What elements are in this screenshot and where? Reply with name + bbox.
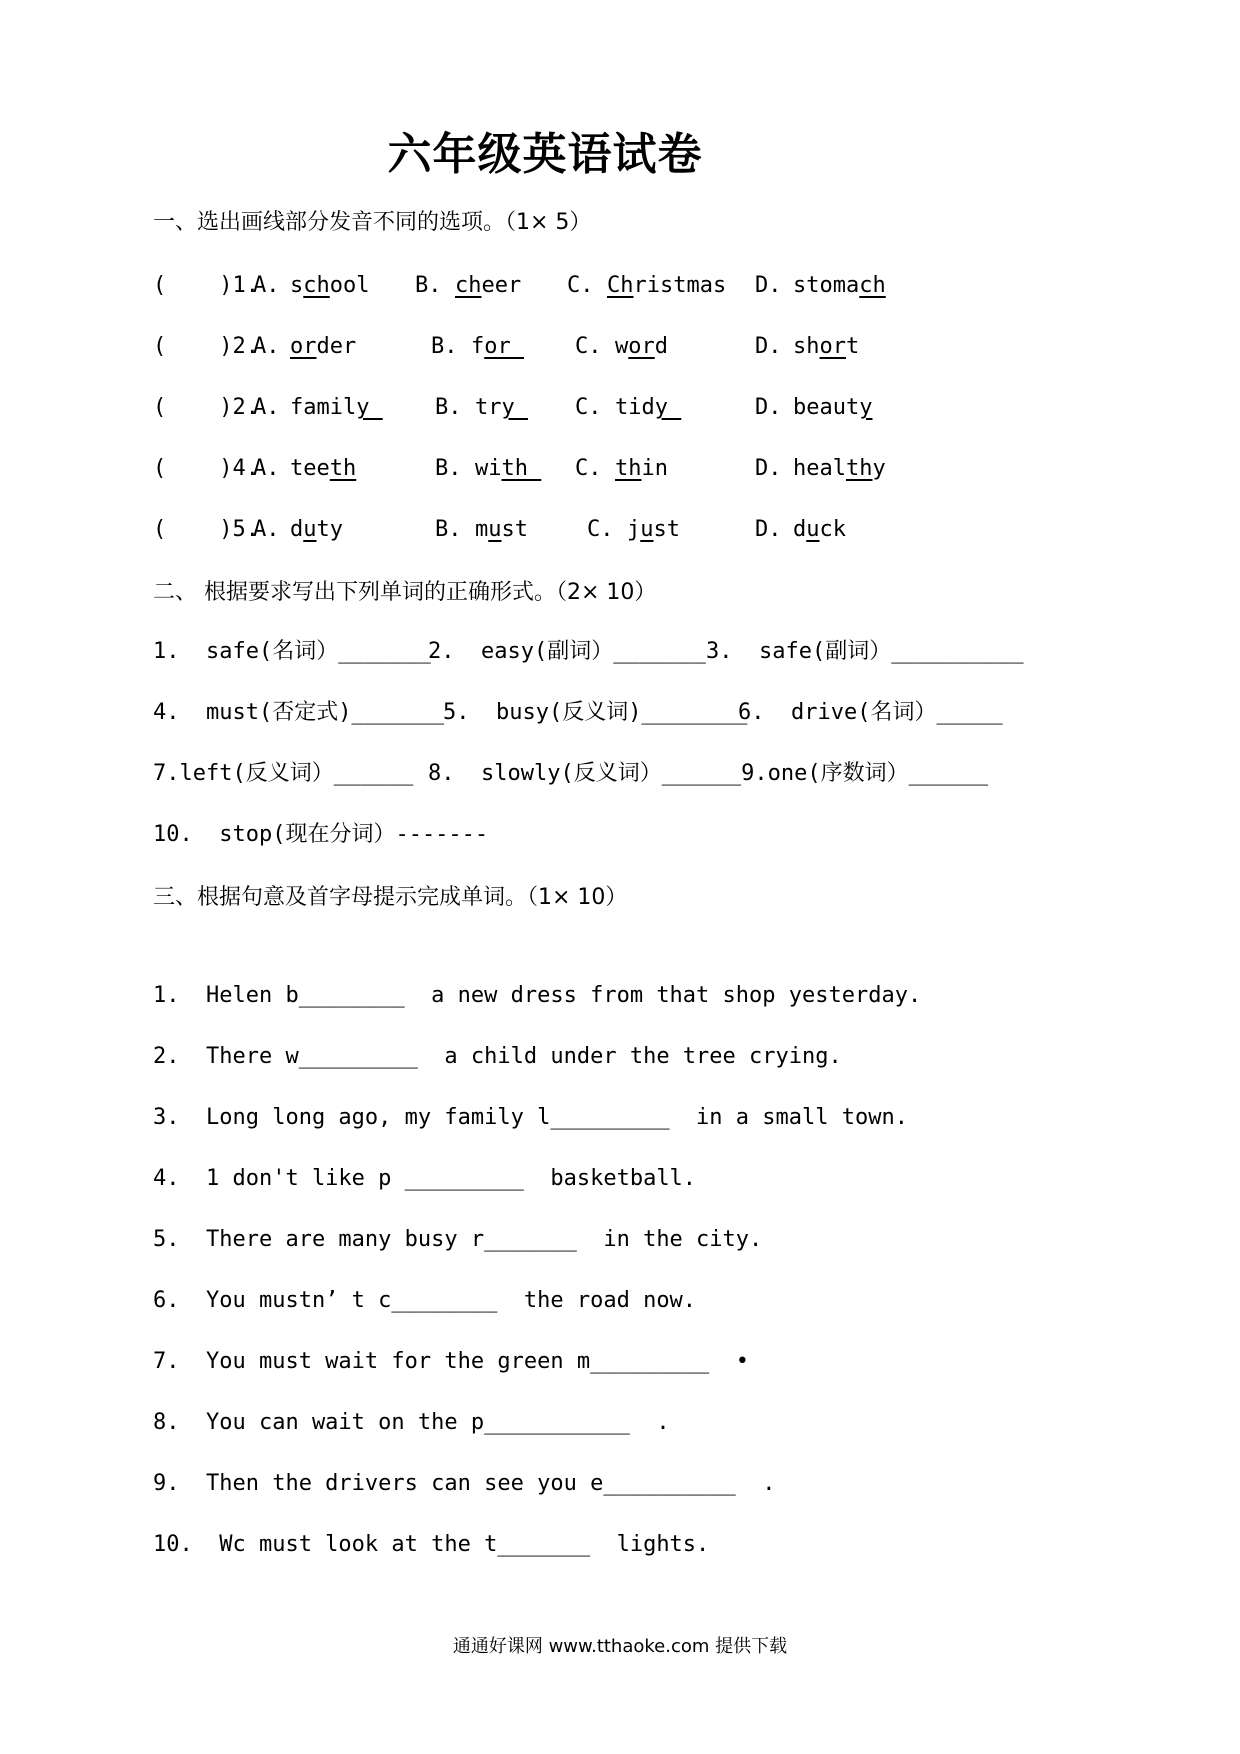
word-form-item: 3. safe(副词）__________: [706, 639, 1024, 664]
option-word: cheer: [455, 273, 522, 298]
option-word: healthy: [793, 456, 886, 481]
fill-in-sentence: 1. Helen b________ a new dress from that shop yesterday.: [153, 983, 922, 1008]
word-form-item: 1. safe(名词）_______: [153, 639, 431, 664]
option-letter: C.: [587, 517, 614, 542]
option-word: duty: [290, 517, 343, 542]
fill-in-sentence: 5. There are many busy r_______ in the city.: [153, 1227, 763, 1252]
page-title: 六年级英语试卷: [387, 129, 703, 180]
option-word: order: [290, 334, 357, 359]
question-number: ( )1.: [153, 273, 259, 298]
option-letter: B.: [435, 395, 462, 420]
option-word: stomach: [793, 273, 886, 298]
option-letter: A.: [253, 517, 280, 542]
word-form-item: 2. easy(副词）_______: [428, 639, 706, 664]
option-letter: B.: [431, 334, 458, 359]
option-word: family: [290, 395, 383, 420]
option-word: short: [793, 334, 860, 359]
question-number: ( )4.: [153, 456, 259, 481]
fill-in-sentence: 3. Long long ago, my family l_________ in a small town.: [153, 1105, 908, 1130]
option-word: tidy: [615, 395, 682, 420]
option-letter: D.: [755, 395, 782, 420]
footer-credit: 通通好课网 www.tthaoke.com 提供下载: [452, 1636, 788, 1657]
word-form-item: 10. stop(现在分词）-------: [153, 822, 489, 847]
question-number: ( )2.: [153, 395, 259, 420]
fill-in-sentence: 2. There w_________ a child under the tree crying.: [153, 1044, 842, 1069]
option-word: word: [615, 334, 668, 359]
word-form-item: 4. must(否定式)_______: [153, 700, 445, 725]
option-letter: B.: [435, 517, 462, 542]
option-letter: C.: [575, 456, 602, 481]
section3-heading: 三、根据句意及首字母提示完成单词。（1× 10）: [153, 885, 628, 910]
word-form-item: 7.left(反义词）______: [153, 761, 414, 786]
option-letter: A.: [253, 273, 280, 298]
option-letter: A.: [253, 395, 280, 420]
fill-in-sentence: 7. You must wait for the green m_________ •: [153, 1349, 750, 1374]
option-word: thin: [615, 456, 668, 481]
option-letter: D.: [755, 456, 782, 481]
fill-in-sentence: 4. 1 don't like p _________ basketball.: [153, 1166, 697, 1191]
option-letter: D.: [755, 334, 782, 359]
option-letter: B.: [415, 273, 442, 298]
option-letter: D.: [755, 517, 782, 542]
section2-heading: 二、 根据要求写出下列单词的正确形式。（2× 10）: [153, 580, 657, 605]
option-word: try: [475, 395, 528, 420]
word-form-item: 5. busy(反义词)________: [443, 700, 748, 725]
option-word: teeth: [290, 456, 357, 481]
option-letter: B.: [435, 456, 462, 481]
option-letter: C.: [575, 334, 602, 359]
fill-in-sentence: 6. You mustn’ t c________ the road now.: [153, 1288, 697, 1313]
fill-in-sentence: 10. Wc must look at the t_______ lights.: [153, 1532, 710, 1557]
option-word: duck: [793, 517, 846, 542]
option-word: must: [475, 517, 528, 542]
option-letter: A.: [253, 334, 280, 359]
word-form-item: 8. slowly(反义词）______9.one(序数词）______: [428, 761, 989, 786]
fill-in-sentence: 8. You can wait on the p___________ .: [153, 1410, 670, 1435]
word-form-item: 6. drive(名词）_____: [738, 700, 1003, 725]
option-word: beauty: [793, 395, 873, 420]
option-word: with: [475, 456, 542, 481]
question-number: ( )2.: [153, 334, 259, 359]
option-word: school: [290, 273, 370, 298]
option-letter: C.: [575, 395, 602, 420]
option-word: for: [471, 334, 524, 359]
option-letter: A.: [253, 456, 280, 481]
option-letter: C.: [567, 273, 594, 298]
option-word: just: [627, 517, 680, 542]
fill-in-sentence: 9. Then the drivers can see you e__________ .: [153, 1471, 776, 1496]
option-letter: D.: [755, 273, 782, 298]
section1-heading: 一、选出画线部分发音不同的选项。（1× 5）: [153, 210, 592, 235]
option-word: Christmas: [607, 273, 727, 298]
question-number: ( )5.: [153, 517, 259, 542]
